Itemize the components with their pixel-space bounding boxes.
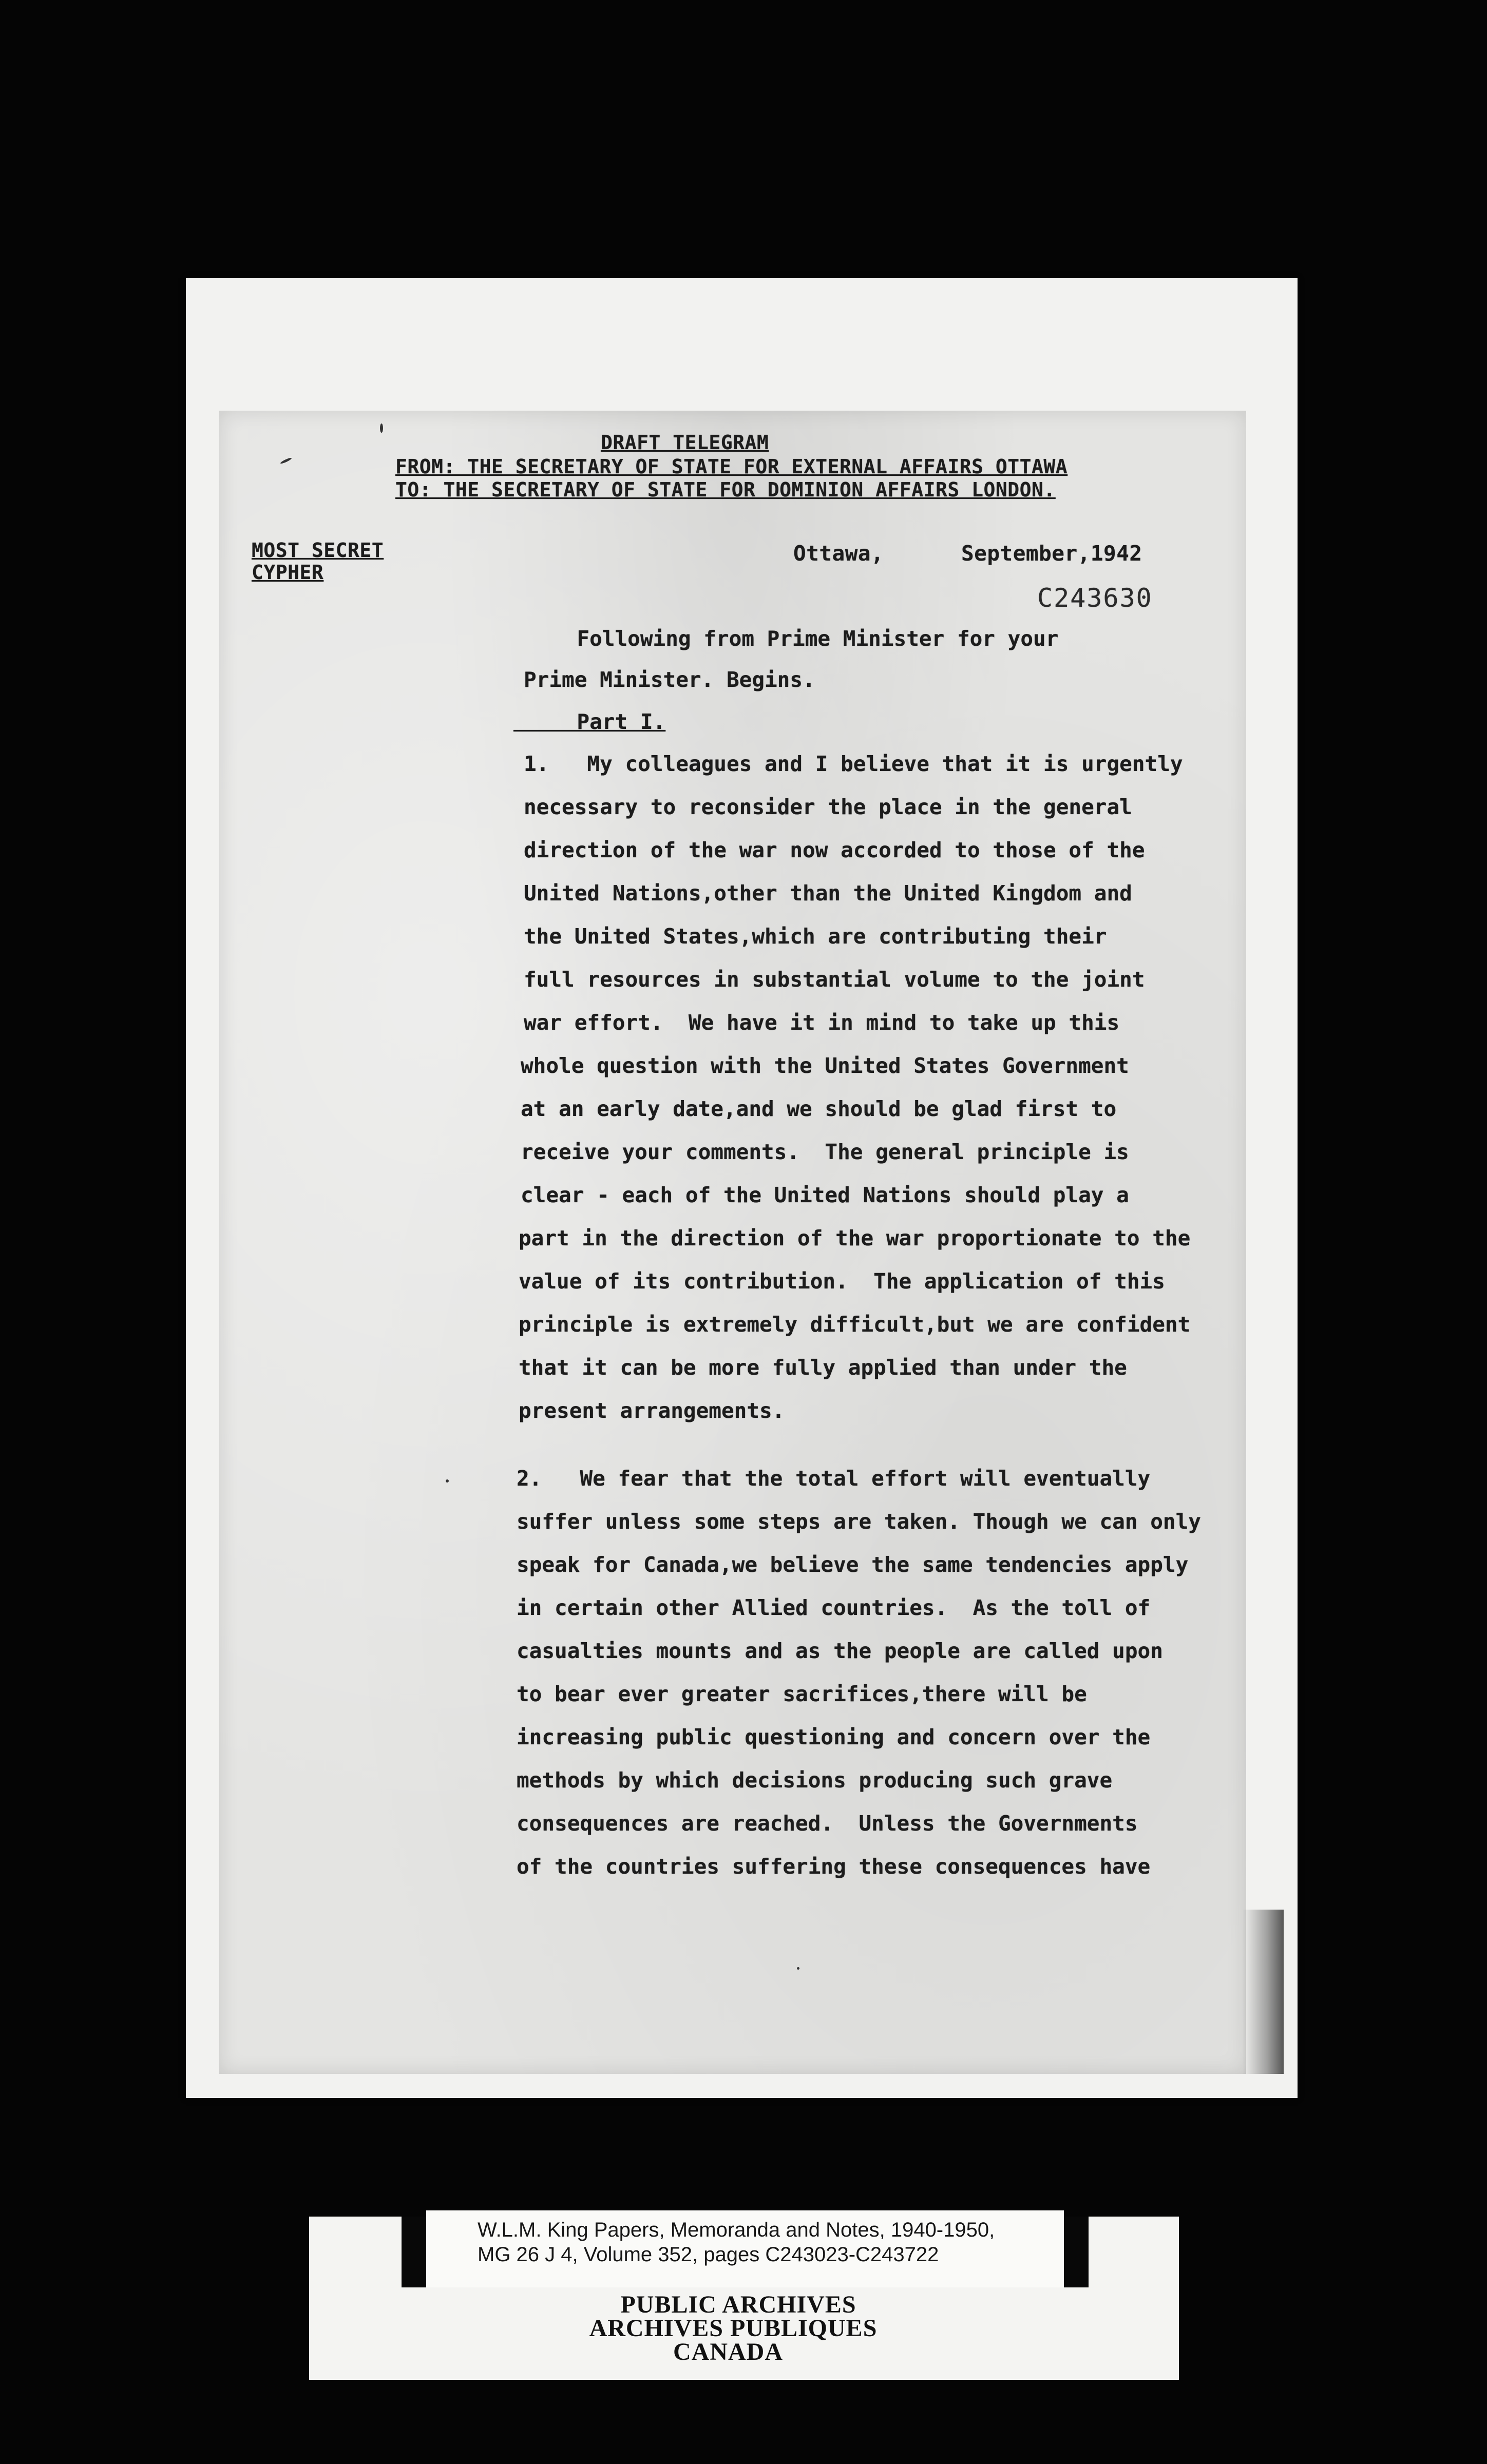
body-line: Prime Minister. Begins. <box>524 667 815 692</box>
body-line: at an early date,and we should be glad first to <box>521 1096 1117 1121</box>
document-number-stamp: C243630 <box>1037 583 1153 613</box>
body-line: the United States,which are contributing their <box>524 924 1107 949</box>
body-line: United Nations,other than the United Kingdom and <box>524 881 1132 906</box>
body-line: methods by which decisions producing such grave <box>517 1768 1113 1793</box>
archive-name-english: PUBLIC ARCHIVES <box>620 2291 856 2318</box>
body-line: necessary to reconsider the place in the general <box>524 795 1132 819</box>
body-line: casualties mounts and as the people are called upon <box>517 1639 1163 1663</box>
body-line: principle is extremely difficult,but we are confident <box>519 1312 1191 1337</box>
body-line: to bear ever greater sacrifices,there will be <box>517 1682 1087 1706</box>
body-line: receive your comments. The general principle is <box>521 1140 1129 1164</box>
body-line: that it can be more fully applied than under the <box>519 1355 1127 1380</box>
paper-speck <box>797 1967 799 1970</box>
transmission-method: CYPHER <box>252 561 324 584</box>
body-line: war effort. We have it in mind to take up this <box>524 1010 1120 1035</box>
page-curl-shadow <box>1243 1910 1284 2074</box>
body-line: clear - each of the United Nations should play a <box>521 1183 1129 1207</box>
body-line: 2. We fear that the total effort will eventually <box>517 1466 1151 1491</box>
body-line: increasing public questioning and concern over the <box>517 1725 1151 1749</box>
dateline-place: Ottawa, <box>793 541 884 566</box>
body-line: Part I. <box>513 709 666 734</box>
body-line: whole question with the United States Government <box>521 1053 1129 1078</box>
body-line: part in the direction of the war proportionate to the <box>519 1226 1191 1250</box>
citation-line-2: MG 26 J 4, Volume 352, pages C243023-C243722 <box>478 2243 939 2266</box>
archive-country: CANADA <box>673 2338 783 2365</box>
body-line: full resources in substantial volume to the joint <box>524 967 1145 992</box>
body-line: Following from Prime Minister for your <box>513 626 1059 651</box>
body-line: speak for Canada,we believe the same tendencies apply <box>517 1552 1189 1577</box>
telegram-from: FROM: THE SECRETARY OF STATE FOR EXTERNAL AFFAIRS OTTAWA <box>395 455 1068 478</box>
paper-speck <box>380 424 383 433</box>
label-tab-left <box>402 2217 426 2287</box>
archive-name-french: ARCHIVES PUBLIQUES <box>589 2315 878 2342</box>
paper-speck <box>446 1479 449 1483</box>
body-line: present arrangements. <box>519 1398 785 1423</box>
body-line: value of its contribution. The application of this <box>519 1269 1165 1294</box>
body-line: 1. My colleagues and I believe that it is urgently <box>524 752 1183 776</box>
classification-level: MOST SECRET <box>252 539 384 562</box>
telegram-to: TO: THE SECRETARY OF STATE FOR DOMINION AFFAIRS LONDON. <box>395 478 1056 501</box>
label-tab-right <box>1064 2217 1089 2287</box>
dateline-date: September,1942 <box>961 541 1142 566</box>
telegram-title: DRAFT TELEGRAM <box>601 431 769 454</box>
citation-line-1: W.L.M. King Papers, Memoranda and Notes, 1940-1950, <box>478 2219 995 2241</box>
body-line: in certain other Allied countries. As the toll of <box>517 1595 1151 1620</box>
body-line: direction of the war now accorded to those of the <box>524 838 1145 862</box>
body-line: of the countries suffering these consequences have <box>517 1854 1151 1879</box>
body-line: suffer unless some steps are taken. Though we can only <box>517 1509 1201 1534</box>
body-line: consequences are reached. Unless the Governments <box>517 1811 1138 1836</box>
